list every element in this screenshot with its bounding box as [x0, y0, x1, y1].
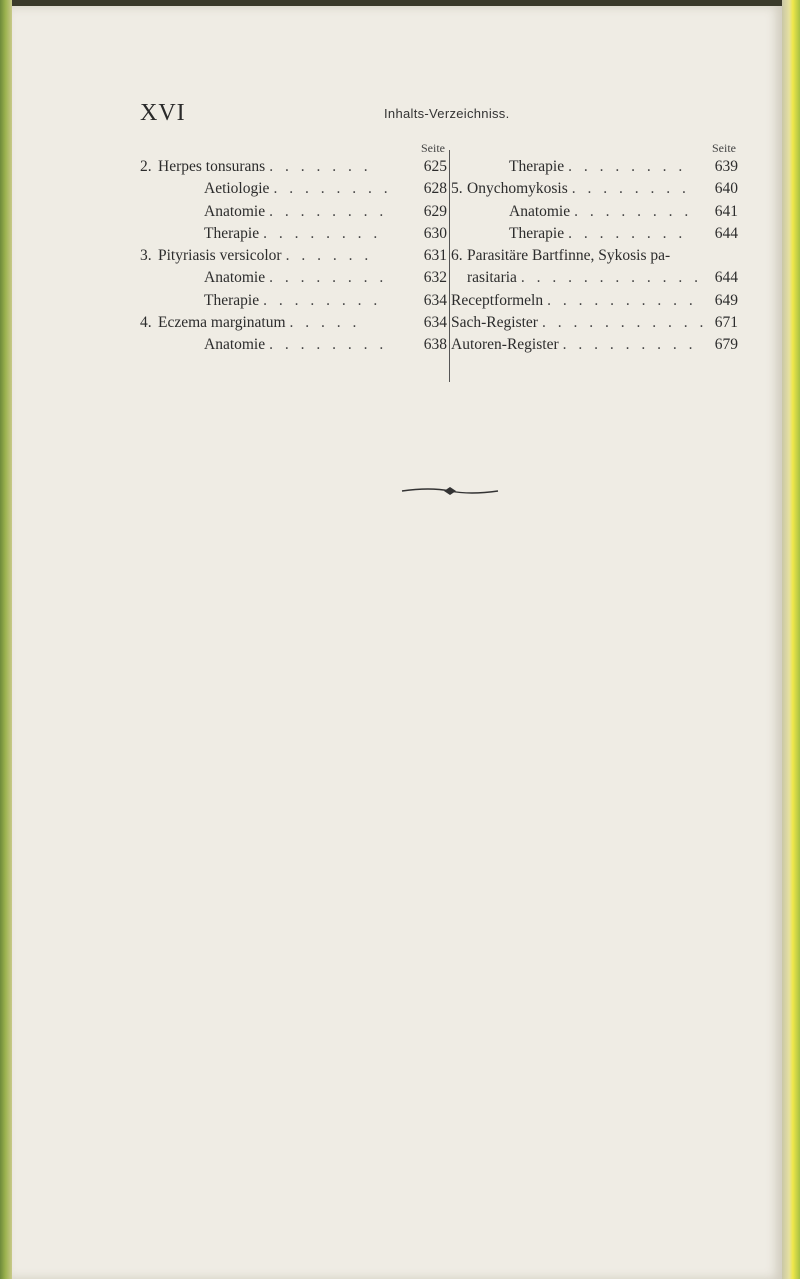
- toc-entry[interactable]: [451, 223, 738, 245]
- toc-entry[interactable]: [140, 201, 447, 223]
- leader-dots: . . . . . . . .: [574, 202, 693, 220]
- entry-title: Therapie: [509, 224, 565, 242]
- entry-page-number: 629: [423, 202, 447, 220]
- seite-label-right: Seite: [712, 141, 736, 155]
- leader-dots: . . . . . . . .: [269, 336, 388, 354]
- toc-entry[interactable]: [451, 312, 738, 334]
- entry-title: Therapie: [509, 158, 565, 175]
- entry-page-number: 630: [423, 224, 447, 242]
- toc-right-column: [451, 140, 738, 357]
- seite-label-left: Seite: [421, 141, 445, 155]
- leader-dots: . . . . .: [289, 314, 361, 332]
- entry-page-number: 634: [423, 291, 447, 309]
- entry-title: Sach-Register: [451, 314, 538, 332]
- leader-dots: . . . . . . . . . .: [547, 291, 697, 309]
- entry-title: Therapie: [204, 291, 260, 309]
- entry-title: Pityriasis versicolor: [158, 247, 282, 265]
- leader-dots: . . . . . . . .: [269, 269, 388, 287]
- entry-number: 6.: [451, 247, 463, 265]
- entry-title: Anatomie: [204, 202, 266, 220]
- toc-entry[interactable]: [451, 245, 738, 267]
- toc-entry[interactable]: [140, 223, 447, 245]
- toc-entry[interactable]: [451, 267, 738, 289]
- page-number: XVI: [140, 100, 186, 126]
- section-end-ornament: [400, 485, 500, 497]
- leader-dots: . . . . . . . .: [269, 202, 388, 220]
- entry-title: Autoren-Register: [451, 336, 559, 354]
- running-title: Inhalts-Verzeichniss.: [384, 106, 510, 121]
- leader-dots: . . . . . . . .: [263, 224, 382, 242]
- toc-entry[interactable]: [140, 334, 447, 356]
- leader-dots: . . . . . . . . . . .: [541, 314, 708, 332]
- leader-dots: . . . . . . . . .: [562, 336, 697, 354]
- toc-entry[interactable]: [140, 267, 447, 289]
- toc-entry[interactable]: [140, 290, 447, 312]
- entry-page-number: 679: [714, 336, 738, 354]
- entry-page-number: 628: [423, 180, 447, 198]
- toc-entry[interactable]: [140, 245, 447, 267]
- entry-page-number: 671: [714, 314, 738, 332]
- entry-page-number: 638: [423, 336, 447, 354]
- entry-title: Anatomie: [509, 202, 571, 220]
- toc-left-entries: [140, 156, 447, 357]
- column-divider: [449, 150, 450, 382]
- entry-title: Aetiologie: [204, 180, 270, 198]
- entry-page-number: 649: [714, 291, 738, 309]
- toc-entry[interactable]: [451, 290, 738, 312]
- entry-page-number: 639: [714, 158, 738, 175]
- entry-title: Anatomie: [204, 336, 266, 354]
- toc-entry[interactable]: [451, 178, 738, 200]
- entry-page-number: 644: [714, 224, 738, 242]
- entry-title: Receptformeln: [451, 291, 544, 309]
- leader-dots: . . . . . . . .: [568, 224, 687, 242]
- entry-number: 2.: [140, 158, 152, 175]
- toc-entry[interactable]: [451, 334, 738, 356]
- toc-entry[interactable]: [451, 201, 738, 223]
- entry-title: Eczema marginatum: [158, 314, 286, 332]
- entry-page-number: 632: [423, 269, 447, 287]
- entry-title: rasitaria: [467, 269, 517, 287]
- entry-title: Herpes tonsurans: [158, 158, 266, 175]
- entry-page-number: 631: [423, 247, 447, 265]
- entry-page-number: 634: [423, 314, 447, 332]
- entry-number: 3.: [140, 247, 152, 265]
- entry-page-number: 625: [423, 158, 447, 175]
- toc-entry[interactable]: [140, 312, 447, 334]
- leader-dots: . . . . . . . . . . . .: [520, 269, 703, 287]
- left-binding-edge: [0, 0, 12, 1279]
- entry-title: Therapie: [204, 224, 260, 242]
- toc-entry[interactable]: [140, 178, 447, 200]
- leader-dots: . . . . . . . .: [273, 180, 392, 198]
- entry-number: 5.: [451, 180, 463, 198]
- leader-dots: . . . . . . . .: [263, 291, 382, 309]
- leader-dots: . . . . . .: [285, 247, 373, 265]
- entry-page-number: 641: [714, 202, 738, 220]
- toc-entry[interactable]: [451, 156, 738, 178]
- entry-page-number: 644: [714, 269, 738, 287]
- entry-page-number: 640: [714, 180, 738, 198]
- entry-title: Parasitäre Bartfinne, Sykosis pa-: [467, 247, 671, 265]
- entry-title: Anatomie: [204, 269, 266, 287]
- toc-left-column: [140, 140, 447, 357]
- leader-dots: . . . . . . .: [269, 158, 372, 175]
- leader-dots: . . . . . . . .: [568, 158, 687, 175]
- toc-entry[interactable]: [140, 156, 447, 178]
- leader-dots: . . . . . . . .: [571, 180, 690, 198]
- entry-number: 4.: [140, 314, 152, 332]
- toc-right-entries: [451, 156, 738, 357]
- right-binding-edge: [782, 0, 800, 1279]
- entry-title: Onychomykosis: [467, 180, 568, 198]
